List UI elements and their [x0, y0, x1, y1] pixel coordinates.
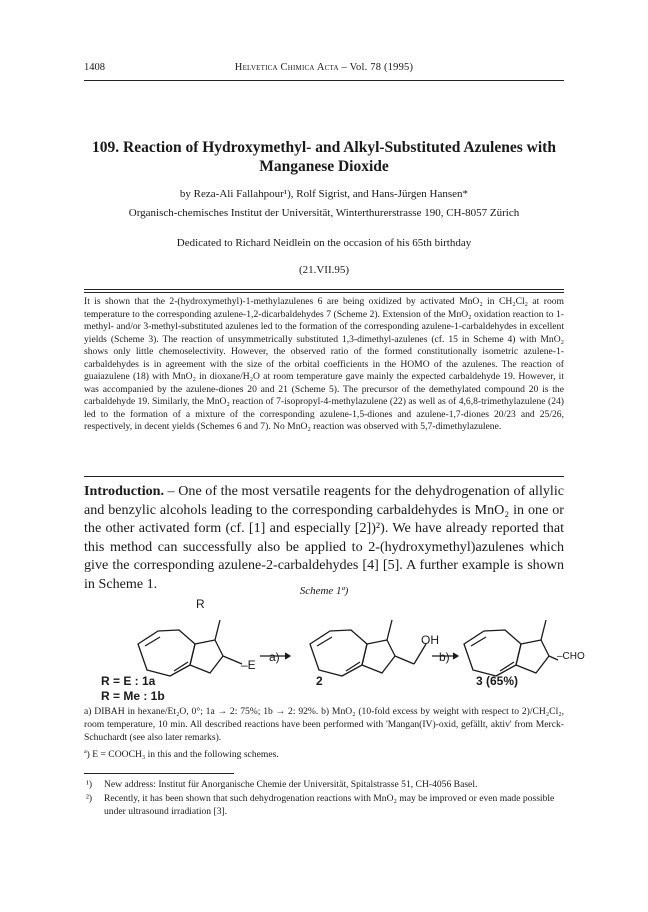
footnote-2-mark: ²)	[86, 793, 93, 804]
journal-line: Helvetica Chimica Acta – Vol. 78 (1995)	[234, 62, 414, 73]
substituent-cho: –CHO	[557, 651, 585, 662]
footnote-1-text: New address: Institut für Anorganische Chemie der Universität, Spitalstrasse 51, CH-4056 Basel.	[104, 779, 478, 790]
header-rule	[84, 80, 564, 81]
affiliation: Organisch-chemisches Institut der Universität, Winterthurerstrasse 190, CH-8057 Zürich	[128, 207, 520, 219]
intro-text: – One of the most versatile reagents for the dehydrogenation of allylic and benzylic alcohols leading to the corresponding carbaldehydes is MnO₂ in one or the other activated form (cf. [1] and especially [2])²). We have already reported that this method can successfully also be applied to 2-(hydroxymethyl)azulenes which give the corresponding azulene-2-carbaldehydes [4] [5]. A further example is shown in Scheme 1.	[84, 483, 564, 592]
footnote-2-text: Recently, it has been shown that such dehydrogenation reactions with MnO₂ may be improved or even made possible under ultrasound irradiation [3].	[104, 793, 555, 817]
intro-heading: Introduction.	[84, 483, 165, 499]
journal-name: Helvetica Chimica Acta	[234, 62, 339, 73]
article-title: 109. Reaction of Hydroxymethyl- and Alkyl-Substituted Azulenes with Manganese Dioxide	[92, 139, 556, 175]
abstract: It is shown that the 2-(hydroxymethyl)-1-methylazulenes 6 are being oxidized by activated MnO₂ in CH₂Cl₂ at room temperature to the corresponding azulene-1,2-dicarbaldehydes 7 (Scheme 2). Extension of the MnO₂ oxidation reaction to 1-methyl- and/or 3-methyl-substituted azulenes led to the formation of the corresponding azulene-1-carbaldehydes in excellent yields (Scheme 3). The reaction of unsymmetrically substituted 1,3-dimethyl-azulenes (cf. 15 in Scheme 4) with MnO₂ shows only little chemoselectivity. However, the observed ratio of the formed constitutionally isometric azulene-1-carbaldehydes is in agreement with the size of the orbital coefficients in the HOMO of the azulenes. The reaction of guaiazulene (18) with MnO₂ in dioxane/H₂O at room temperature gave mainly the expected carbaldehyde 19. However, it was accompanied by the azulene-diones 20 and 21 (Scheme 5). The precursor of the demethylated compound 20 is the carbaldehyde 19. Similarly, the MnO₂ reaction of 7-isopropyl-4-methylazulene (22) as well as of 4,6,8-trimethylazulene (24) led to the formation of a mixture of the corresponding azulene-1,5-diones and azulene-1,7-diones 20/23 and 25/26, respectively, in decent yields (Schemes 6 and 7). No MnO₂ reaction was observed with 5,7-dimethylazulene.	[84, 296, 564, 433]
received-date: (21.VII.95)	[298, 264, 350, 276]
abstract-rule-bottom	[84, 476, 564, 477]
reagent-b-label: b)	[439, 650, 450, 664]
introduction-paragraph	[84, 482, 564, 594]
compound-2-label: 2	[316, 674, 323, 688]
azulene-1-structure	[138, 620, 242, 676]
substituent-oh: OH	[421, 633, 439, 647]
scheme-footnote: ª) E = COOCH₃ in this and the following schemes.	[84, 749, 279, 760]
azulene-3-structure	[464, 620, 558, 676]
footnote-rule	[84, 773, 234, 774]
scheme-caption: a) DIBAH in hexane/Et₂O, 0°; 1a → 2: 75%; 1b → 2: 92%. b) MnO₂ (10-fold excess by weight with respect to 2)/CH₂Cl₂, room temperature, 10 min. All described reactions have been performed with 'Mangan(IV)-oxid, gefällt, aktiv' from Merck-Schuchardt (see also later remarks).	[84, 706, 564, 743]
abstract-rule-top-2	[84, 292, 564, 293]
substituent-r: R	[196, 597, 205, 611]
journal-volume: Vol. 78 (1995)	[349, 62, 414, 73]
footnote-1-mark: ¹)	[86, 779, 93, 790]
compound-1-label-b: R = Me : 1b	[101, 689, 165, 703]
dedication: Dedicated to Richard Neidlein on the occasion of his 65th birthday	[176, 237, 472, 249]
abstract-rule-top	[84, 289, 564, 290]
compound-3-label: 3 (65%)	[476, 674, 519, 688]
page-number: 1408	[84, 62, 105, 73]
running-header	[84, 62, 564, 78]
azulene-2-structure	[310, 620, 426, 676]
footnote-2	[84, 792, 564, 818]
scheme-label: Scheme 1ª)	[299, 585, 349, 597]
compound-1-label-a: R = E : 1a	[101, 674, 156, 688]
author-line: by Reza-Ali Fallahpour¹), Rolf Sigrist, and Hans-Jürgen Hansen*	[179, 188, 469, 200]
substituent-e: –E	[241, 658, 256, 672]
reagent-a-label: a)	[269, 650, 280, 664]
footnote-1	[84, 778, 564, 791]
